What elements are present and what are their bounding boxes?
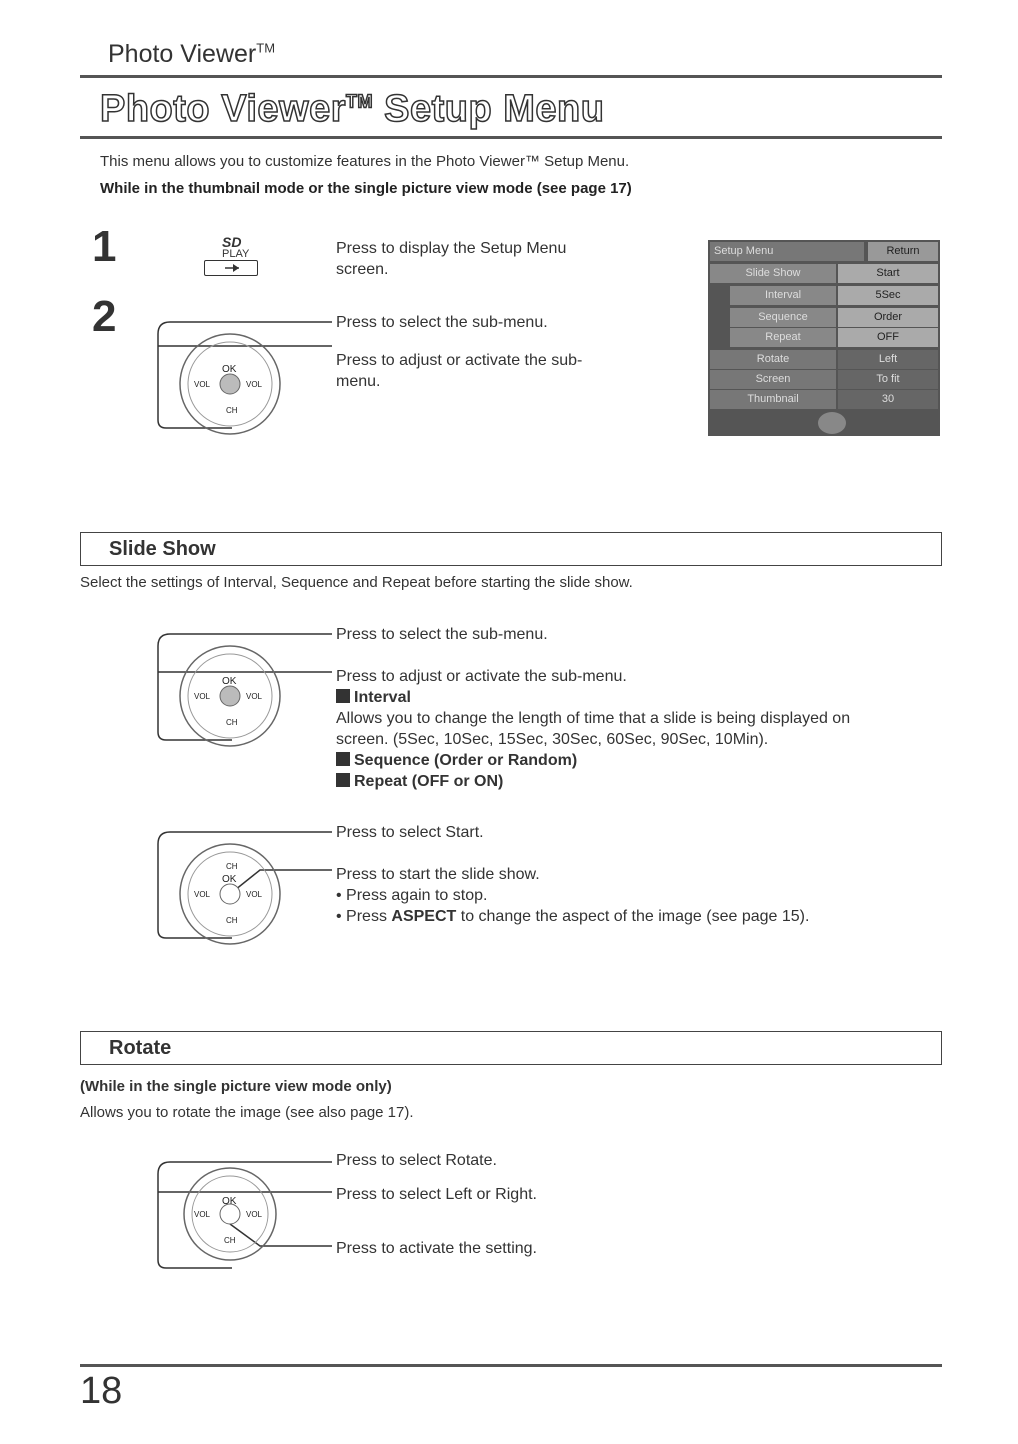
osd-row-value: OFF [838, 328, 938, 347]
step-2-line-2: Press to adjust or activate the sub- [336, 352, 583, 369]
footer-rule [80, 1364, 942, 1367]
dial1-vol-right: VOL [246, 380, 263, 389]
osd-row-interval[interactable] [710, 286, 938, 305]
osd-row-repeat[interactable] [710, 328, 938, 347]
osd-title: Setup Menu [710, 242, 864, 261]
section-header [108, 40, 275, 69]
bullet-square-icon [336, 752, 350, 766]
osd-title-row [710, 242, 938, 261]
repeat-title: Repeat (OFF or ON) [354, 773, 504, 790]
osd-row-label: Interval [730, 286, 836, 305]
t6-a: • Press [336, 908, 392, 925]
page-title [100, 88, 604, 131]
title-rule [80, 136, 942, 139]
section-header-text: Photo Viewer [108, 40, 257, 68]
remote-dial-diagram-4 [150, 1150, 340, 1280]
osd-row-rotate[interactable] [710, 350, 938, 369]
step-2-line-3: menu. [336, 373, 381, 390]
osd-row-label: Repeat [730, 328, 836, 347]
dial4-ok: OK [222, 1196, 237, 1207]
interval-heading [336, 687, 926, 708]
slideshow-start-block [336, 864, 926, 927]
rotate-section-box [80, 1031, 942, 1065]
rotate-title: Rotate [109, 1037, 172, 1059]
bullet-square-icon [336, 773, 350, 787]
bullet-square-icon [336, 689, 350, 703]
interval-desc-2: screen. (5Sec, 10Sec, 15Sec, 30Sec, 60Sec, 90Sec, 10Min). [336, 731, 769, 748]
osd-row-sequence[interactable] [710, 308, 938, 327]
rotate-text-1: Press to select Rotate. [336, 1152, 497, 1169]
step-1-line-1: Press to display the Setup Menu [336, 240, 567, 257]
slideshow-desc: Select the settings of Interval, Sequence and Repeat before starting the slide show. [80, 574, 633, 591]
slideshow-text-block [336, 666, 926, 792]
intro-text: This menu allows you to customize features in the Photo Viewer™ Setup Menu. [100, 153, 630, 170]
osd-row-value: Left [838, 350, 938, 369]
dial3-vol-left: VOL [194, 890, 211, 899]
dial3-ch-top: CH [226, 862, 238, 871]
dial2-vol-left: VOL [194, 692, 211, 701]
rotate-text-2: Press to select Left or Right. [336, 1186, 537, 1203]
osd-row-thumbnail[interactable] [710, 390, 938, 409]
remote-dial-diagram-3 [150, 820, 340, 950]
repeat-heading [336, 771, 926, 792]
dial2-vol-right: VOL [246, 692, 263, 701]
slideshow-title: Slide Show [109, 538, 216, 560]
slideshow-text-1: Press to select the sub-menu. [336, 626, 548, 643]
dial3-ch-bottom: CH [226, 916, 238, 925]
page-number: 18 [80, 1370, 123, 1412]
page-title-part2: Setup Menu [384, 88, 605, 130]
aspect-label: ASPECT [391, 908, 457, 925]
step-2-adjust-text [336, 350, 582, 392]
step-1-number: 1 [92, 222, 117, 271]
step-2-select-text: Press to select the sub-menu. [336, 314, 548, 331]
osd-row-label: Sequence [730, 308, 836, 327]
rotate-text-3: Press to activate the setting. [336, 1240, 537, 1257]
sd-card-icon: SD [222, 234, 242, 250]
sequence-heading [336, 750, 926, 771]
dial1-ch: CH [226, 406, 238, 415]
setup-menu-screen [708, 240, 940, 436]
step-2-number: 2 [92, 292, 117, 341]
osd-row-value: Order [838, 308, 938, 327]
dial4-ch: CH [224, 1236, 236, 1245]
section-header-tm: TM [256, 40, 276, 56]
dial2-ok: OK [222, 676, 237, 687]
slideshow-text-4: Press to start the slide show. [336, 866, 540, 883]
page-title-tm: TM [346, 91, 374, 112]
sequence-title: Sequence (Order or Random) [354, 752, 578, 769]
remote-dial-diagram-2 [150, 622, 340, 752]
intro-bold: While in the thumbnail mode or the single picture view mode (see page 17) [100, 180, 632, 197]
osd-row-value: 5Sec [838, 286, 938, 305]
osd-row-screen[interactable] [710, 370, 938, 389]
t6-c: to change the aspect of the image (see page 15). [456, 908, 810, 925]
slideshow-section-box [80, 532, 942, 566]
step-1-line-2: screen. [336, 261, 389, 278]
osd-row-label: Thumbnail [710, 390, 836, 409]
interval-desc-1: Allows you to change the length of time that a slide is being displayed on [336, 710, 851, 727]
dial4-vol-left: VOL [194, 1210, 211, 1219]
play-button[interactable] [200, 236, 280, 276]
interval-title: Interval [354, 689, 411, 706]
header-rule [80, 75, 942, 78]
slideshow-text-5: • Press again to stop. [336, 887, 488, 904]
slideshow-text-6 [336, 906, 926, 927]
page-title-part1: Photo Viewer [100, 88, 347, 130]
play-label: PLAY [222, 248, 250, 260]
slideshow-text-2: Press to adjust or activate the sub-menu. [336, 668, 627, 685]
dial2-ch: CH [226, 718, 238, 727]
dial3-vol-right: VOL [246, 890, 263, 899]
rotate-note: (While in the single picture view mode only) [80, 1078, 392, 1095]
rotate-desc: Allows you to rotate the image (see also page 17). [80, 1104, 414, 1121]
osd-row-value: Start [838, 264, 938, 283]
dial4-vol-right: VOL [246, 1210, 263, 1219]
osd-return[interactable]: Return [868, 242, 938, 261]
slideshow-text-3: Press to select Start. [336, 824, 484, 841]
dial1-ok: OK [222, 364, 237, 375]
osd-row-label: Rotate [710, 350, 836, 369]
osd-row-label: Screen [710, 370, 836, 389]
osd-dial-icon [818, 412, 846, 434]
osd-row-value: To fit [838, 370, 938, 389]
dial3-ok: OK [222, 874, 237, 885]
dial1-vol-left: VOL [194, 380, 211, 389]
osd-row-value: 30 [838, 390, 938, 409]
play-key-icon [204, 260, 258, 276]
step-1-text [336, 238, 566, 280]
osd-row-slideshow[interactable] [710, 264, 938, 283]
osd-row-label: Slide Show [710, 264, 836, 283]
remote-dial-diagram-1 [150, 310, 340, 440]
